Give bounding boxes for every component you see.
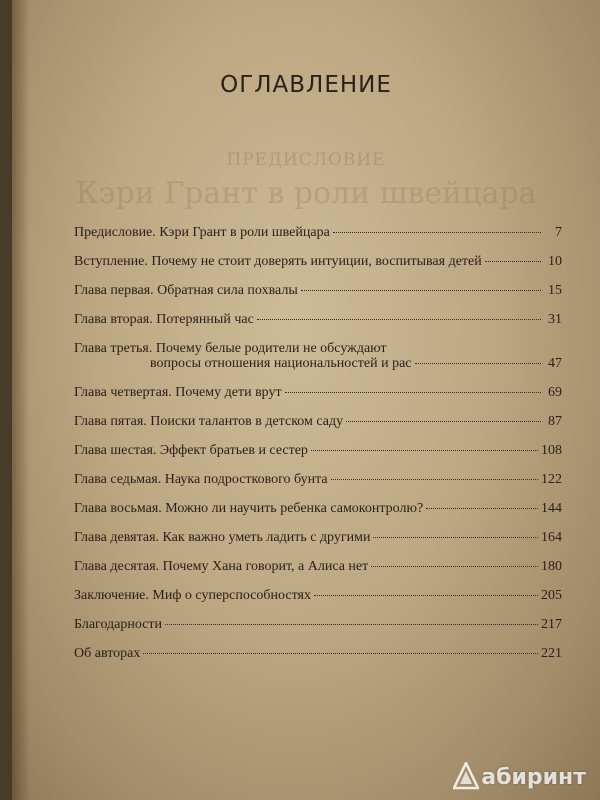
toc-entry-title: Поиски талантов в детском саду: [150, 414, 344, 429]
toc-entry[interactable]: [74, 588, 562, 617]
toc-entry-page: 144: [541, 501, 562, 516]
leader-dots: [301, 290, 541, 291]
toc-entry-title: Эффект братьев и сестер: [159, 443, 308, 458]
toc-entry[interactable]: [74, 385, 562, 414]
leader-dots: [143, 653, 538, 654]
toc-entry-page: 31: [548, 312, 562, 327]
leader-dots: [333, 232, 541, 233]
leader-dots: [426, 508, 538, 509]
toc-entry-title: Обратная сила похвалы: [157, 283, 298, 298]
toc-entry-prefix: Заключение.: [74, 588, 149, 603]
labyrinth-logo-icon: [453, 762, 479, 790]
leader-dots: [285, 392, 541, 393]
toc-entry-prefix: Глава седьмая.: [74, 472, 162, 487]
toc-entry[interactable]: [74, 341, 562, 385]
toc-entry-page: 69: [548, 385, 562, 400]
watermark: [453, 762, 586, 790]
toc-entry-title: Как важно уметь ладить с другими: [162, 530, 371, 545]
toc-entry-page: 221: [541, 646, 562, 661]
toc-entry-title: Почему не стоит доверять интуиции, воспитывая детей: [151, 254, 482, 269]
toc-entry[interactable]: [74, 472, 562, 501]
leader-dots: [485, 261, 541, 262]
toc-entry-title: Почему Хана говорит, а Алиса нет: [162, 559, 369, 574]
toc-entry-prefix: Глава вторая.: [74, 312, 153, 327]
bleed-through-text-large: Кэри Грант в роли швейцара: [75, 176, 537, 211]
watermark-text: абиринт: [481, 765, 586, 790]
toc-entry[interactable]: [74, 530, 562, 559]
toc-entry-prefix: Глава четвертая.: [74, 385, 172, 400]
table-of-contents: [74, 225, 562, 675]
toc-entry-title: Можно ли научить ребенка самоконтролю?: [165, 501, 424, 516]
toc-entry-prefix: Вступление.: [74, 254, 148, 269]
leader-dots: [165, 624, 538, 625]
spine-shadow: [12, 0, 30, 800]
toc-entry[interactable]: [74, 414, 562, 443]
toc-entry-title: Наука подросткового бунта: [164, 472, 328, 487]
leader-dots: [314, 595, 538, 596]
toc-entry-title: Почему белые родители не обсуждают: [155, 341, 387, 356]
toc-entry-title: Миф о суперспособностях: [152, 588, 311, 603]
toc-entry[interactable]: [74, 254, 562, 283]
toc-entry-page: 164: [541, 530, 562, 545]
toc-entry-page: 47: [548, 356, 562, 371]
leader-dots: [373, 537, 538, 538]
toc-entry-title: Почему дети врут: [175, 385, 282, 400]
toc-entry-prefix: Глава первая.: [74, 283, 154, 298]
toc-entry-page: 205: [541, 588, 562, 603]
toc-entry-page: 10: [548, 254, 562, 269]
book-page: [12, 0, 600, 800]
toc-entry[interactable]: [74, 559, 562, 588]
bleed-through-text-small: ПРЕДИСЛОВИЕ: [226, 150, 386, 170]
toc-entry-prefix: Глава пятая.: [74, 414, 147, 429]
toc-entry[interactable]: [74, 617, 562, 646]
toc-entry-title: Кэри Грант в роли швейцара: [159, 225, 330, 240]
leader-dots: [311, 450, 538, 451]
page-title: ОГЛАВЛЕНИЕ: [220, 72, 392, 98]
toc-entry-page: 122: [541, 472, 562, 487]
toc-entry[interactable]: [74, 646, 562, 675]
toc-entry-prefix: Глава третья.: [74, 341, 153, 356]
toc-entry-page: 217: [541, 617, 562, 632]
leader-dots: [346, 421, 541, 422]
toc-entry[interactable]: [74, 225, 562, 254]
toc-entry-page: 87: [548, 414, 562, 429]
toc-entry[interactable]: [74, 312, 562, 341]
toc-entry-prefix: Глава десятая.: [74, 559, 160, 574]
toc-entry-title: Потерянный час: [156, 312, 254, 327]
toc-entry-prefix: Глава девятая.: [74, 530, 160, 545]
toc-entry-title: Об авторах: [74, 646, 141, 661]
toc-entry-page: 108: [541, 443, 562, 458]
toc-entry[interactable]: [74, 443, 562, 472]
toc-entry-prefix: Глава шестая.: [74, 443, 157, 458]
leader-dots: [331, 479, 538, 480]
toc-entry-prefix: Предисловие.: [74, 225, 156, 240]
toc-entry-title-continued: вопросы отношения национальностей и рас: [150, 356, 412, 371]
toc-entry-page: 7: [555, 225, 562, 240]
leader-dots: [415, 363, 541, 364]
toc-entry[interactable]: [74, 283, 562, 312]
toc-entry-title: Благодарности: [74, 617, 163, 632]
toc-entry[interactable]: [74, 501, 562, 530]
leader-dots: [371, 566, 538, 567]
toc-entry-page: 180: [541, 559, 562, 574]
toc-entry-page: 15: [548, 283, 562, 298]
leader-dots: [257, 319, 541, 320]
toc-entry-prefix: Глава восьмая.: [74, 501, 162, 516]
